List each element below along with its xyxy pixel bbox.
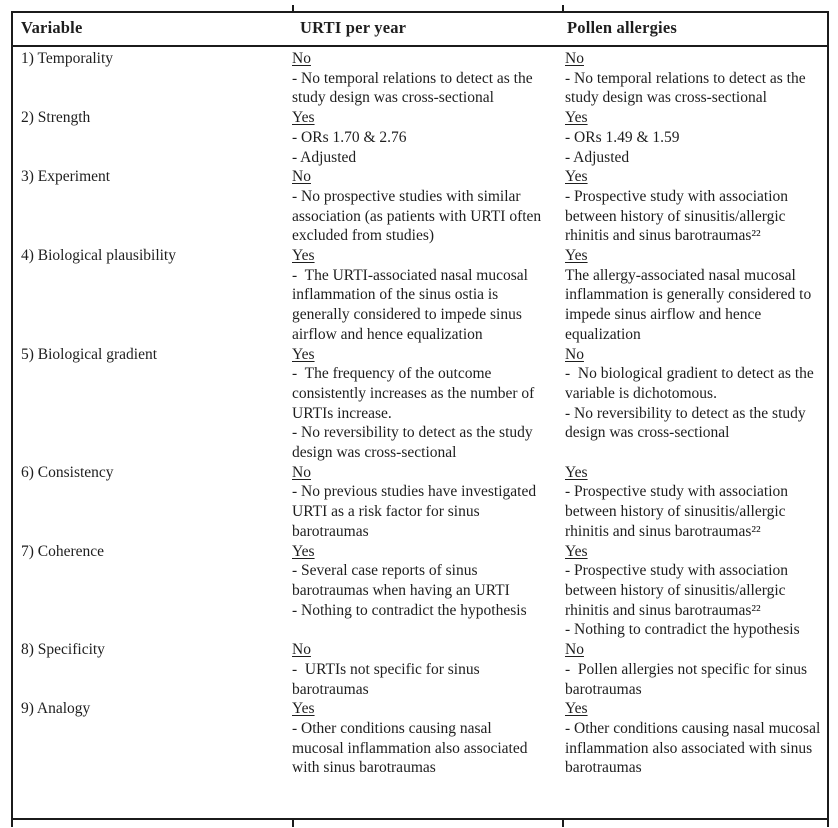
verdict-line — [565, 167, 823, 187]
urti-cell — [291, 345, 563, 463]
verdict-text: Yes — [292, 109, 315, 127]
verdict-text: No — [292, 463, 311, 481]
urti-cell — [291, 699, 563, 778]
bullet-line: - No temporal relations to detect as the study design was cross-sectional — [292, 69, 537, 107]
criteria-table — [11, 11, 829, 820]
bullet-line: - Several case reports of sinus barotraumas when having an URTI — [292, 562, 510, 599]
bullet-line: - Other conditions causing nasal mucosal inflammation also associated with sinus barotraumas — [292, 719, 532, 777]
bullet-line: - ORs 1.70 & 2.76 — [292, 128, 407, 146]
urti-cell — [291, 463, 563, 542]
verdict-line — [292, 463, 543, 483]
bullet-line: - The frequency of the outcome consistently increases as the number of URTIs increase. — [292, 365, 539, 422]
verdict-text: Yes — [565, 700, 588, 718]
verdict-text: Yes — [565, 109, 588, 127]
verdict-text: No — [292, 50, 311, 67]
table-row — [13, 345, 827, 463]
verdict-text: No — [565, 50, 584, 67]
table-row — [13, 49, 827, 108]
variable-cell: 3) Experiment — [21, 168, 111, 186]
verdict-text: Yes — [292, 247, 315, 265]
bullet-line: - Prospective study with association between history of sinusitis/allergic rhinitis and sinus barotraumas²² — [565, 562, 792, 619]
urti-cell — [291, 640, 563, 699]
pollen-cell — [563, 108, 827, 167]
variable-cell: 4) Biological plausibility — [21, 247, 176, 265]
column-header-variable: Variable — [21, 18, 83, 37]
bullet-line: - Nothing to contradict the hypothesis — [292, 601, 527, 619]
urti-cell — [291, 542, 563, 621]
bullet-line: - No biological gradient to detect as the variable is dichotomous. — [565, 365, 818, 402]
bullet-line: - The URTI-associated nasal mucosal inflammation of the sinus ostia is generally considered to impede sinus airflow and hence equalization — [292, 266, 532, 343]
pollen-cell — [563, 542, 827, 641]
verdict-line — [292, 640, 543, 660]
pollen-cell — [563, 640, 827, 699]
verdict-line — [565, 345, 823, 365]
bullet-line: - No reversibility to detect as the study design was cross-sectional — [292, 424, 537, 462]
bullet-line: - Prospective study with association between history of sinusitis/allergic rhinitis and sinus barotraumas²² — [565, 187, 792, 245]
table-row — [13, 108, 827, 167]
verdict-line — [292, 49, 543, 69]
bullet-line: - Adjusted — [565, 148, 630, 166]
pollen-cell — [563, 345, 827, 444]
verdict-text: Yes — [292, 700, 315, 718]
variable-cell: 1) Temporality — [21, 50, 114, 67]
bullet-line: - Prospective study with association between history of sinusitis/allergic rhinitis and sinus barotraumas²² — [565, 483, 792, 540]
verdict-line — [565, 542, 823, 562]
verdict-text: Yes — [292, 345, 315, 363]
verdict-text: Yes — [292, 542, 315, 560]
bullet-line: - No previous studies have investigated URTI as a risk factor for sinus barotraumas — [292, 483, 540, 540]
verdict-text: Yes — [565, 463, 588, 481]
bullet-line: - Adjusted — [292, 148, 357, 166]
verdict-text: No — [565, 641, 584, 659]
table-row — [13, 167, 827, 246]
verdict-line — [292, 246, 543, 266]
verdict-text: No — [292, 641, 311, 659]
bullet-line: - Other conditions causing nasal mucosal inflammation also associated with sinus barotraumas — [565, 719, 825, 777]
verdict-line — [292, 167, 543, 187]
table-row — [13, 542, 827, 641]
table-body — [13, 47, 827, 778]
pollen-cell — [563, 167, 827, 246]
bullet-line: - Pollen allergies not specific for sinus barotraumas — [565, 660, 811, 698]
urti-cell — [291, 49, 563, 108]
bullet-line: - No reversibility to detect as the study design was cross-sectional — [565, 404, 810, 442]
verdict-text: Yes — [565, 247, 588, 265]
column-header-pollen-allergies: Pollen allergies — [567, 18, 677, 37]
verdict-line — [292, 699, 543, 719]
verdict-text: Yes — [565, 168, 588, 186]
bullet-line: - Nothing to contradict the hypothesis — [565, 621, 800, 639]
verdict-line — [565, 463, 823, 483]
verdict-line — [565, 640, 823, 660]
variable-cell: 5) Biological gradient — [21, 345, 158, 363]
verdict-line — [565, 108, 823, 128]
column-header-urti-per-year: URTI per year — [300, 18, 407, 37]
variable-cell: 9) Analogy — [21, 700, 91, 718]
pollen-cell — [563, 246, 827, 345]
table-row — [13, 699, 827, 778]
variable-cell: 8) Specificity — [21, 641, 105, 659]
verdict-line — [565, 699, 823, 719]
variable-cell: 6) Consistency — [21, 463, 114, 481]
variable-cell: 2) Strength — [21, 109, 91, 127]
pollen-cell — [563, 699, 827, 778]
variable-cell: 7) Coherence — [21, 542, 105, 560]
urti-cell — [291, 167, 563, 246]
urti-cell — [291, 246, 563, 345]
bullet-line: - ORs 1.49 & 1.59 — [565, 128, 680, 146]
bullet-line: - No temporal relations to detect as the study design was cross-sectional — [565, 69, 810, 107]
urti-cell — [291, 108, 563, 167]
table-row — [13, 640, 827, 699]
verdict-text: No — [565, 345, 584, 363]
verdict-text: Yes — [565, 542, 588, 560]
verdict-text: No — [292, 168, 311, 186]
verdict-line — [292, 345, 543, 365]
verdict-line — [565, 49, 823, 69]
table-row — [13, 246, 827, 345]
pollen-cell — [563, 49, 827, 108]
table-row — [13, 463, 827, 542]
table-header-row — [13, 13, 827, 47]
verdict-line — [292, 108, 543, 128]
verdict-line — [292, 542, 543, 562]
bullet-line: - No prospective studies with similar association (as patients with URTI often excluded from studies) — [292, 187, 546, 245]
verdict-line — [565, 246, 823, 266]
bullet-line: The allergy-associated nasal mucosal inflammation is generally considered to impede sinus airflow and hence equalization — [565, 266, 816, 343]
pollen-cell — [563, 463, 827, 542]
bullet-line: - URTIs not specific for sinus barotraumas — [292, 660, 484, 698]
